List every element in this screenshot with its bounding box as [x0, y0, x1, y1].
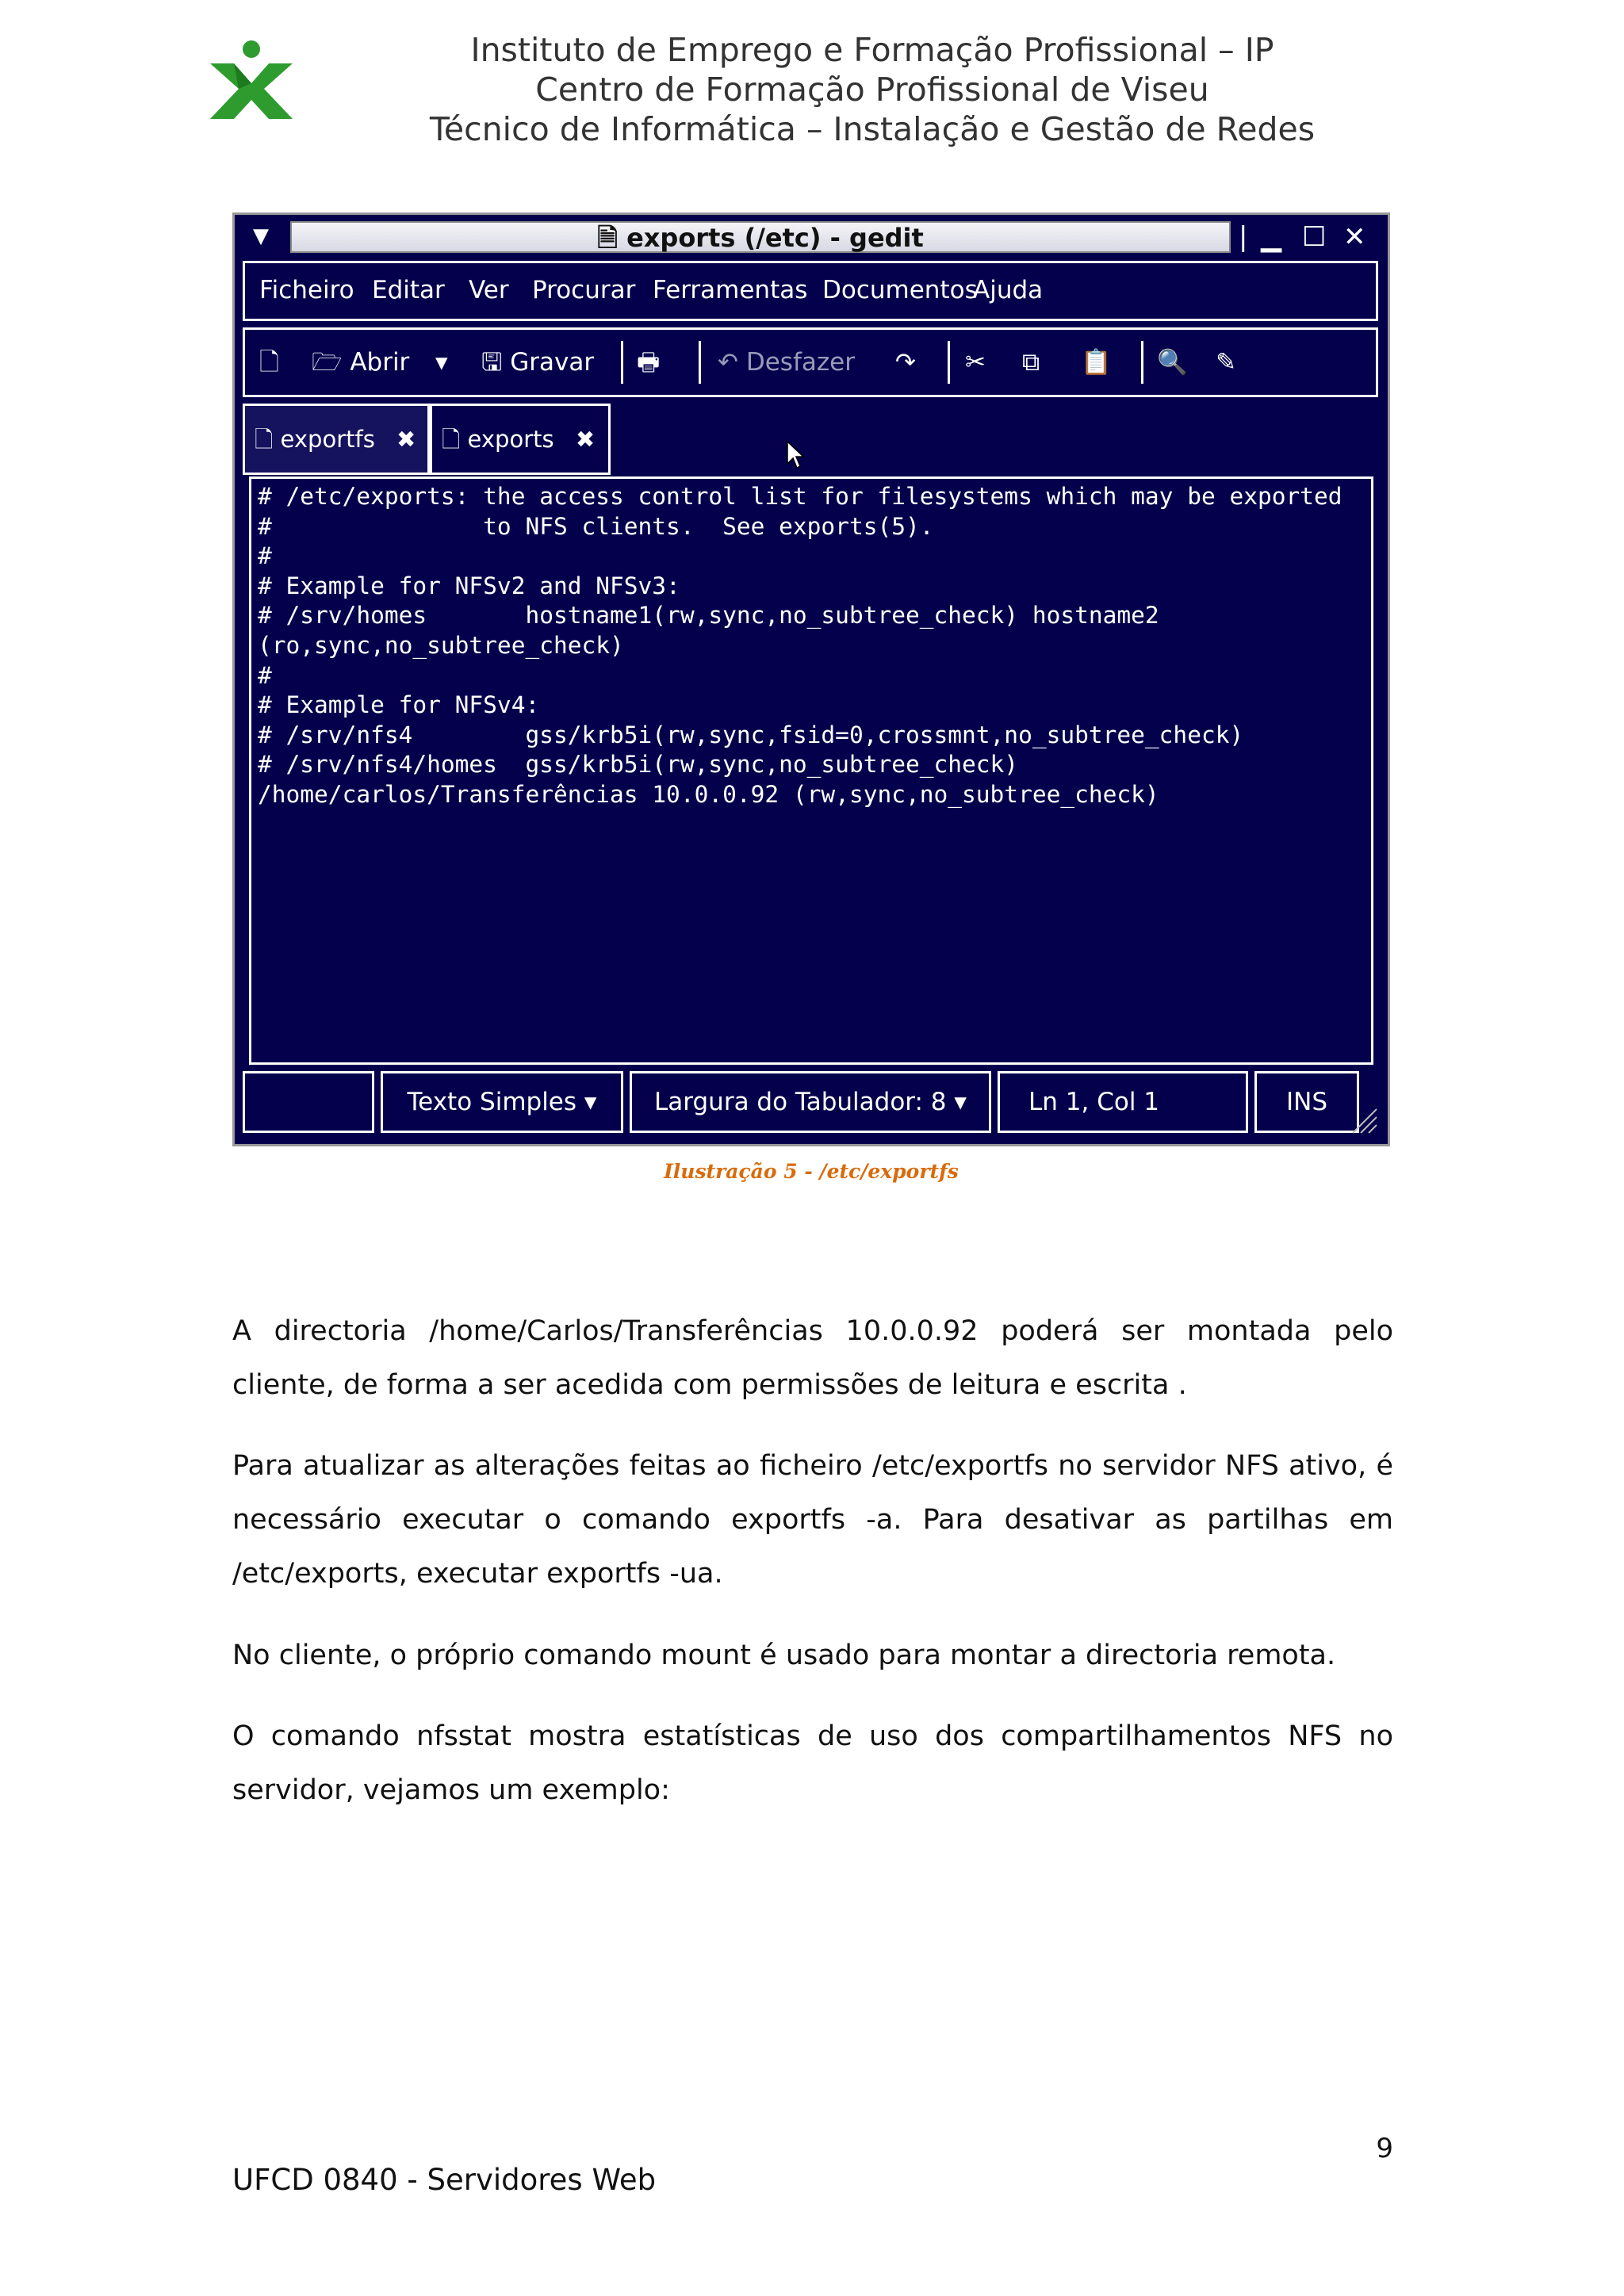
editor-line: (ro,sync,no_subtree_check): [258, 631, 624, 659]
document-edit-icon: 🗎: [597, 223, 618, 253]
document-icon: 🗋: [255, 426, 274, 453]
editor-line: # /srv/nfs4 gss/krb5i(rw,sync,fsid=0,crossmnt,no_subtree_check): [258, 721, 1244, 748]
editor-line: # Example for NFSv4:: [258, 691, 540, 719]
menu-ver[interactable]: Ver: [469, 276, 509, 304]
cursor-position: Ln 1, Col 1: [998, 1071, 1248, 1133]
open-label: Abrir: [350, 348, 410, 377]
window-title: exports (/etc) - gedit: [626, 223, 924, 253]
undo-arrow-icon: ↶: [718, 348, 738, 377]
gedit-window: [232, 212, 1390, 1146]
menu-ajuda[interactable]: Ajuda: [973, 276, 1044, 304]
editor-line: # Example for NFSv2 and NFSv3:: [258, 572, 680, 599]
open-button[interactable]: [312, 341, 409, 384]
editor-line: # /srv/nfs4/homes gss/krb5i(rw,sync,no_subtree_check): [258, 751, 1019, 779]
print-icon[interactable]: 🖶: [637, 348, 661, 377]
language-label: Texto Simples: [407, 1088, 577, 1116]
paragraph-3: No cliente, o próprio comando mount é usado para montar a directoria remota.: [232, 1640, 1336, 1671]
editor-line: # to NFS clients. See exports(5).: [258, 512, 934, 540]
menu-procurar[interactable]: Procurar: [532, 276, 636, 304]
paste-icon[interactable]: 📋: [1081, 348, 1112, 377]
header-center: Centro de Formação Profissional de Viseu: [535, 71, 1209, 109]
editor-line: #: [258, 542, 272, 570]
replace-icon[interactable]: ✎: [1216, 348, 1236, 377]
mouse-pointer-icon: [786, 440, 805, 470]
window-menu-icon[interactable]: ▼: [253, 224, 269, 248]
window-controls: [1239, 220, 1381, 254]
toolbar-separator: [699, 341, 701, 384]
close-tab-icon[interactable]: ✖: [575, 426, 596, 453]
document-icon: 🗋: [442, 426, 461, 453]
header-institute: Instituto de Emprego e Formação Profissional – IP: [470, 31, 1274, 69]
insert-mode: INS: [1254, 1071, 1359, 1133]
editor-line: # /etc/exports: the access control list for filesystems which may be exported: [258, 483, 1342, 510]
chevron-down-icon: ▾: [954, 1088, 967, 1116]
paragraph-2: Para atualizar as alterações feitas ao ficheiro /etc/exportfs no servidor NFS ativo, é necessário executar o comando exportfs -a. Para desativar as partilhas em /etc/exports, executar exportfs -ua.: [232, 1450, 1393, 1590]
page-header: [0, 0, 1624, 166]
iefp-logo: [202, 40, 301, 127]
minimize-icon[interactable]: ▁: [1261, 221, 1282, 253]
tab-width-label: Largura do Tabulador: 8: [654, 1088, 947, 1116]
text-editor[interactable]: [249, 476, 1373, 1065]
tab-width-selector[interactable]: [630, 1071, 991, 1133]
save-button[interactable]: [481, 341, 594, 384]
undo-button[interactable]: [718, 341, 855, 384]
cut-icon[interactable]: ✂: [965, 348, 986, 377]
undo-label: Desfazer: [745, 348, 855, 377]
editor-content: [258, 482, 1365, 810]
header-course: Técnico de Informática – Instalação e Gestão de Redes: [429, 110, 1316, 148]
toolbar-separator: [1141, 341, 1143, 384]
resize-grip-icon[interactable]: [1346, 1103, 1378, 1135]
menu-ficheiro[interactable]: Ficheiro: [259, 276, 354, 304]
page-footer: UFCD 0840 - Servidores Web: [232, 2163, 657, 2197]
menu-editar[interactable]: Editar: [372, 276, 445, 304]
title-field: [290, 221, 1231, 253]
editor-line: #: [258, 661, 272, 689]
close-tab-icon[interactable]: ✖: [396, 426, 416, 453]
save-label: Gravar: [510, 348, 595, 377]
toolbar-separator: [621, 341, 623, 384]
find-icon[interactable]: 🔍: [1157, 348, 1188, 377]
folder-icon: 🗁: [312, 348, 343, 377]
tab-exports[interactable]: [430, 404, 611, 475]
menu-documentos[interactable]: Documentos: [822, 276, 978, 304]
open-recent-chevron-icon[interactable]: ▾: [435, 348, 448, 377]
copy-icon[interactable]: ⧉: [1022, 348, 1040, 377]
maximize-icon[interactable]: ☐: [1302, 221, 1327, 253]
status-message: [243, 1071, 374, 1133]
close-icon[interactable]: ✕: [1343, 221, 1366, 253]
floppy-icon: 🖫: [481, 348, 503, 377]
toolbar-separator: [948, 341, 950, 384]
toolbar: [243, 327, 1378, 397]
menu-ferramentas[interactable]: Ferramentas: [653, 276, 808, 304]
new-document-icon[interactable]: 🗋: [259, 348, 279, 377]
chevron-down-icon: ▾: [584, 1088, 597, 1116]
status-bar: [243, 1071, 1378, 1135]
editor-line: /home/carlos/Transferências 10.0.0.92 (rw,sync,no_subtree_check): [258, 780, 1159, 808]
tab-bar: [243, 404, 1378, 475]
tab-exportfs[interactable]: [243, 404, 430, 475]
paragraph-4: O comando nfsstat mostra estatísticas de uso dos compartilhamentos NFS no servidor, vejamos um exemplo:: [232, 1720, 1393, 1806]
paragraph-1: A directoria /home/Carlos/Transferências 10.0.0.92 poderá ser montada pelo cliente, de forma a ser acedida com permissões de leitura e escrita .: [232, 1315, 1393, 1401]
editor-line: # /srv/homes hostname1(rw,sync,no_subtree_check) hostname2: [258, 602, 1159, 629]
language-selector[interactable]: [381, 1071, 623, 1133]
title-divider-icon: |: [1239, 221, 1248, 253]
redo-icon[interactable]: ↷: [895, 348, 916, 377]
figure-caption: Ilustração 5 - /etc/exportfs: [664, 1160, 959, 1183]
page-number: 9: [1376, 2133, 1393, 2164]
tab-label: exports: [467, 426, 554, 453]
tab-label: exportfs: [280, 426, 375, 453]
menu-bar: [243, 261, 1378, 321]
title-bar: [235, 215, 1388, 259]
